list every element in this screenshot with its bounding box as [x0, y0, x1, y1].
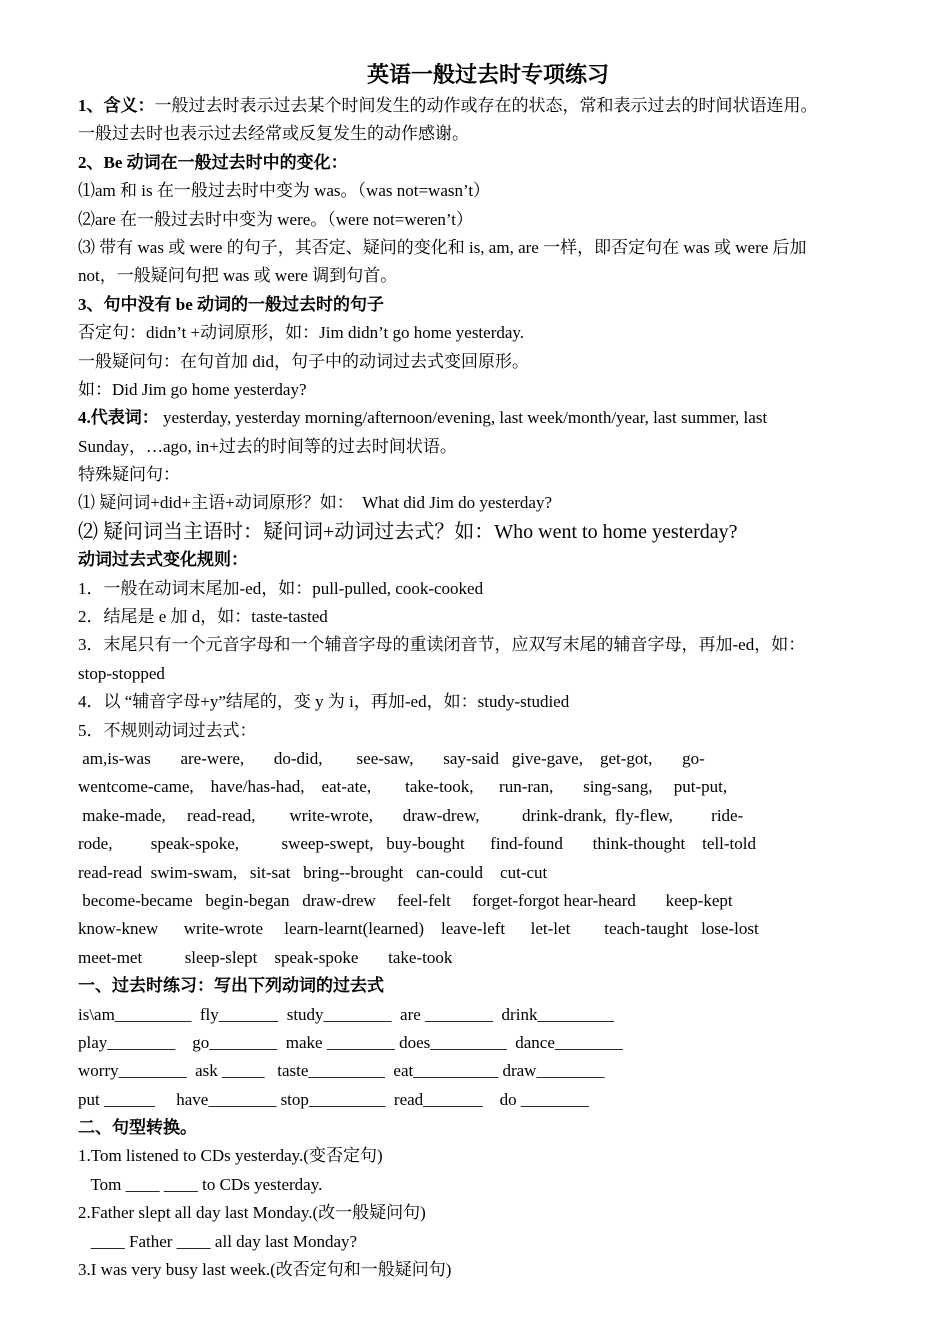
text-line: worry________ ask _____ taste_________ eat__________ draw________: [78, 1061, 605, 1081]
text-line: put ______ have________ stop_________ read_______ do ________: [78, 1089, 589, 1109]
text-line: stop-stopped: [78, 663, 165, 683]
line-rest: yesterday, yesterday morning/afternoon/evening, last week/month/year, last summer, last: [158, 408, 768, 428]
line-rest: 一般过去时表示过去某个时间发生的动作或存在的状态，常和表示过去的时间状语连用。: [154, 96, 818, 115]
text-line: meet-met sleep-slept speak-spoke take-took: [78, 947, 453, 967]
text-line: know-knew write-wrote learn-learnt(learned) leave-left let-let teach-taught lose-lost: [78, 919, 759, 939]
text-line: 2．结尾是 e 加 d，如：taste-tasted: [78, 607, 328, 627]
text-line: rode, speak-spoke, sweep-swept, buy-bought find-found think-thought tell-told: [78, 834, 757, 854]
text-line: ____ Father ____ all day last Monday?: [78, 1231, 358, 1251]
bold-lead: 4.代表词：: [78, 408, 159, 428]
document-page: [78, 58, 898, 1284]
text-line: become-became begin-began draw-drew feel-felt forget-forgot hear-heard keep-kept: [78, 890, 733, 910]
text-line: 5．不规则动词过去式：: [78, 720, 257, 740]
text-line: ⑵ 疑问词当主语时：疑问词+动词过去式？如：Who went to home yesterday?: [78, 520, 738, 543]
text-line: 一般过去时也表示过去经常或反复发生的动作感谢。: [78, 124, 469, 144]
text-line: Sunday，…ago, in+过去的时间等的过去时间状语。: [78, 436, 457, 456]
text-line: 3、句中没有 be 动词的一般过去时的句子: [78, 294, 384, 314]
text-line: 二、句型转换。: [78, 1118, 197, 1138]
document-body: [78, 92, 898, 1284]
text-line: [78, 92, 898, 120]
text-line: 一般疑问句：在句首加 did，句子中的动词过去式变回原形。: [78, 351, 529, 371]
text-line: ⑶ 带有 was 或 were 的句子，其否定、疑问的变化和 is, am, are 一样，即否定句在 was 或 were 后加: [78, 237, 807, 257]
text-line: ⑴ 疑问词+did+主语+动词原形？如： What did Jim do yesterday?: [78, 493, 553, 513]
text-line: am,is-was are-were, do-did, see-saw, say-said give-gave, get-got, go-: [78, 748, 705, 768]
bold-lead: 1、含义：: [78, 96, 155, 115]
text-line: play________ go________ make ________ does_________ dance________: [78, 1032, 623, 1052]
text-line: 1．一般在动词末尾加-ed，如：pull-pulled, cook-cooked: [78, 578, 484, 598]
page-title: 英语一般过去时专项练习: [366, 62, 609, 87]
text-line: Tom ____ ____ to CDs yesterday.: [78, 1174, 323, 1194]
text-line: 如：Did Jim go home yesterday?: [78, 379, 307, 399]
text-line: 1.Tom listened to CDs yesterday.(变否定句): [78, 1146, 383, 1166]
text-line: 2、Be 动词在一般过去时中的变化：: [78, 152, 348, 172]
text-line: 特殊疑问句：: [78, 465, 180, 485]
text-line: is\am_________ fly_______ study________ are ________ drink_________: [78, 1004, 614, 1024]
text-line: make-made, read-read, write-wrote, draw-drew, drink-drank, fly-flew, ride-: [78, 805, 744, 825]
text-line: 否定句：didn’t +动词原形，如：Jim didn’t go home yesterday.: [78, 323, 525, 343]
text-line: not，一般疑问句把 was 或 were 调到句首。: [78, 266, 398, 286]
text-line: 4．以 “辅音字母+y”结尾的，变 y 为 i，再加-ed，如：study-studied: [78, 692, 570, 712]
text-line: 动词过去式变化规则：: [78, 550, 248, 570]
text-line: ⑴am 和 is 在一般过去时中变为 was。（was not=wasn’t）: [78, 181, 491, 201]
text-line: 一、过去时练习：写出下列动词的过去式: [78, 976, 384, 996]
text-line: [78, 404, 898, 432]
text-line: 3.I was very busy last week.(改否定句和一般疑问句): [78, 1260, 452, 1280]
text-line: 3．末尾只有一个元音字母和一个辅音字母的重读闭音节，应双写末尾的辅音字母，再加-ed，如：: [78, 635, 806, 655]
text-line: wentcome-came, have/has-had, eat-ate, take-took, run-ran, sing-sang, put-put,: [78, 777, 728, 797]
text-line: ⑵are 在一般过去时中变为 were。（were not=weren’t）: [78, 209, 473, 229]
text-line: 2.Father slept all day last Monday.(改一般疑问句): [78, 1203, 426, 1223]
text-line: read-read swim-swam, sit-sat bring--brought can-could cut-cut: [78, 862, 548, 882]
